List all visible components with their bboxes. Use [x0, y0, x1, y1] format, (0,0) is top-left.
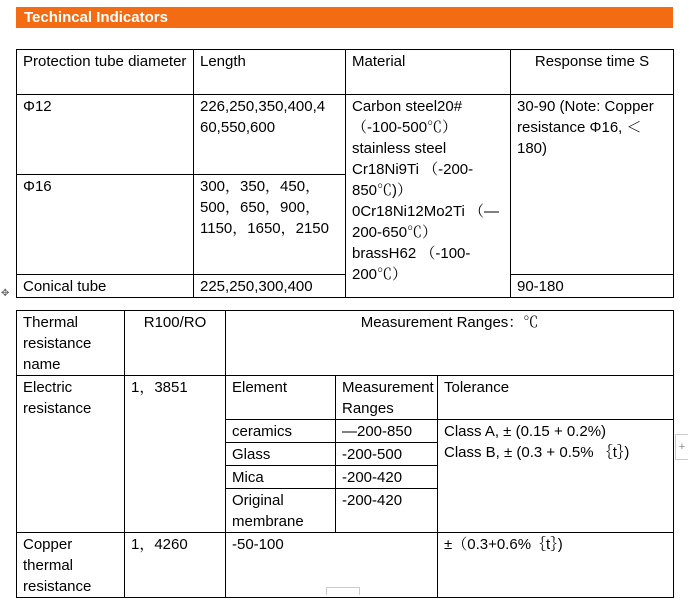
element-mica: Mica	[226, 466, 336, 489]
technical-indicators-table	[16, 49, 674, 298]
tolerance-class-b: Class B, ± (0.3 + 0.5% ｛t｝)	[444, 444, 630, 461]
cell-electric-ratio: 1，3851	[125, 376, 226, 533]
subheader-element: Element	[226, 376, 336, 420]
header-diameter: Protection tube diameter	[17, 50, 194, 95]
cell-electric-name: Electric resistance	[17, 376, 125, 533]
header-thermal-resistance-name: Thermal resistance name	[17, 311, 125, 376]
header-response: Response time S	[511, 50, 674, 95]
range-glass: -200-500	[336, 443, 438, 466]
add-column-plus-icon[interactable]: +	[675, 434, 688, 460]
header-r100-ro: R100/RO	[125, 311, 226, 376]
subheader-tolerance: Tolerance	[438, 376, 674, 420]
element-glass: Glass	[226, 443, 336, 466]
cell-length-12: 226,250,350,400,4 60,550,600	[194, 95, 346, 175]
cell-copper-tolerance: ±（0.3+0.6%｛t｝)	[438, 533, 674, 598]
cell-response-conical: 90-180	[511, 275, 674, 298]
header-length: Length	[194, 50, 346, 95]
cell-copper-range: -50-100	[226, 533, 438, 598]
tolerance-class-a: Class A, ± (0.15 + 0.2%)	[444, 423, 607, 440]
range-mica: -200-420	[336, 466, 438, 489]
cell-diameter-12: Φ12	[17, 95, 194, 175]
cell-length-conical: 225,250,300,400	[194, 275, 346, 298]
table-move-handle-icon[interactable]: ✥	[1, 288, 10, 299]
cell-tolerance-classes	[438, 420, 674, 533]
cell-length-16: 300，350，450，500，650，900，1150，1650，2150	[194, 175, 346, 275]
cell-diameter-conical: Conical tube	[17, 275, 194, 298]
header-measurement-ranges: Measurement Ranges：℃	[226, 311, 674, 376]
cell-material: Carbon steel20# （-100-500℃） stainless steel Cr18Ni9Ti （-200-850℃)） 0Cr18Ni12Mo2Ti （—200-650℃） brassH62 （-100-200℃）	[346, 95, 511, 298]
cell-copper-name: Copper thermal resistance	[17, 533, 125, 598]
cell-diameter-16: Φ16	[17, 175, 194, 275]
subheader-measurement-ranges: Measurement Ranges	[336, 376, 438, 420]
cell-response-12-16: 30-90 (Note: Copper resistance Φ16, ＜180)	[511, 95, 674, 275]
header-material: Material	[346, 50, 511, 95]
element-ceramics: ceramics	[226, 420, 336, 443]
thermal-resistance-table	[16, 310, 674, 598]
range-original-membrane: -200-420	[336, 489, 438, 533]
cell-copper-ratio: 1，4260	[125, 533, 226, 598]
range-ceramics: —200-850	[336, 420, 438, 443]
element-original-membrane: Original membrane	[226, 489, 336, 533]
section-title: Techincal Indicators	[16, 7, 673, 28]
